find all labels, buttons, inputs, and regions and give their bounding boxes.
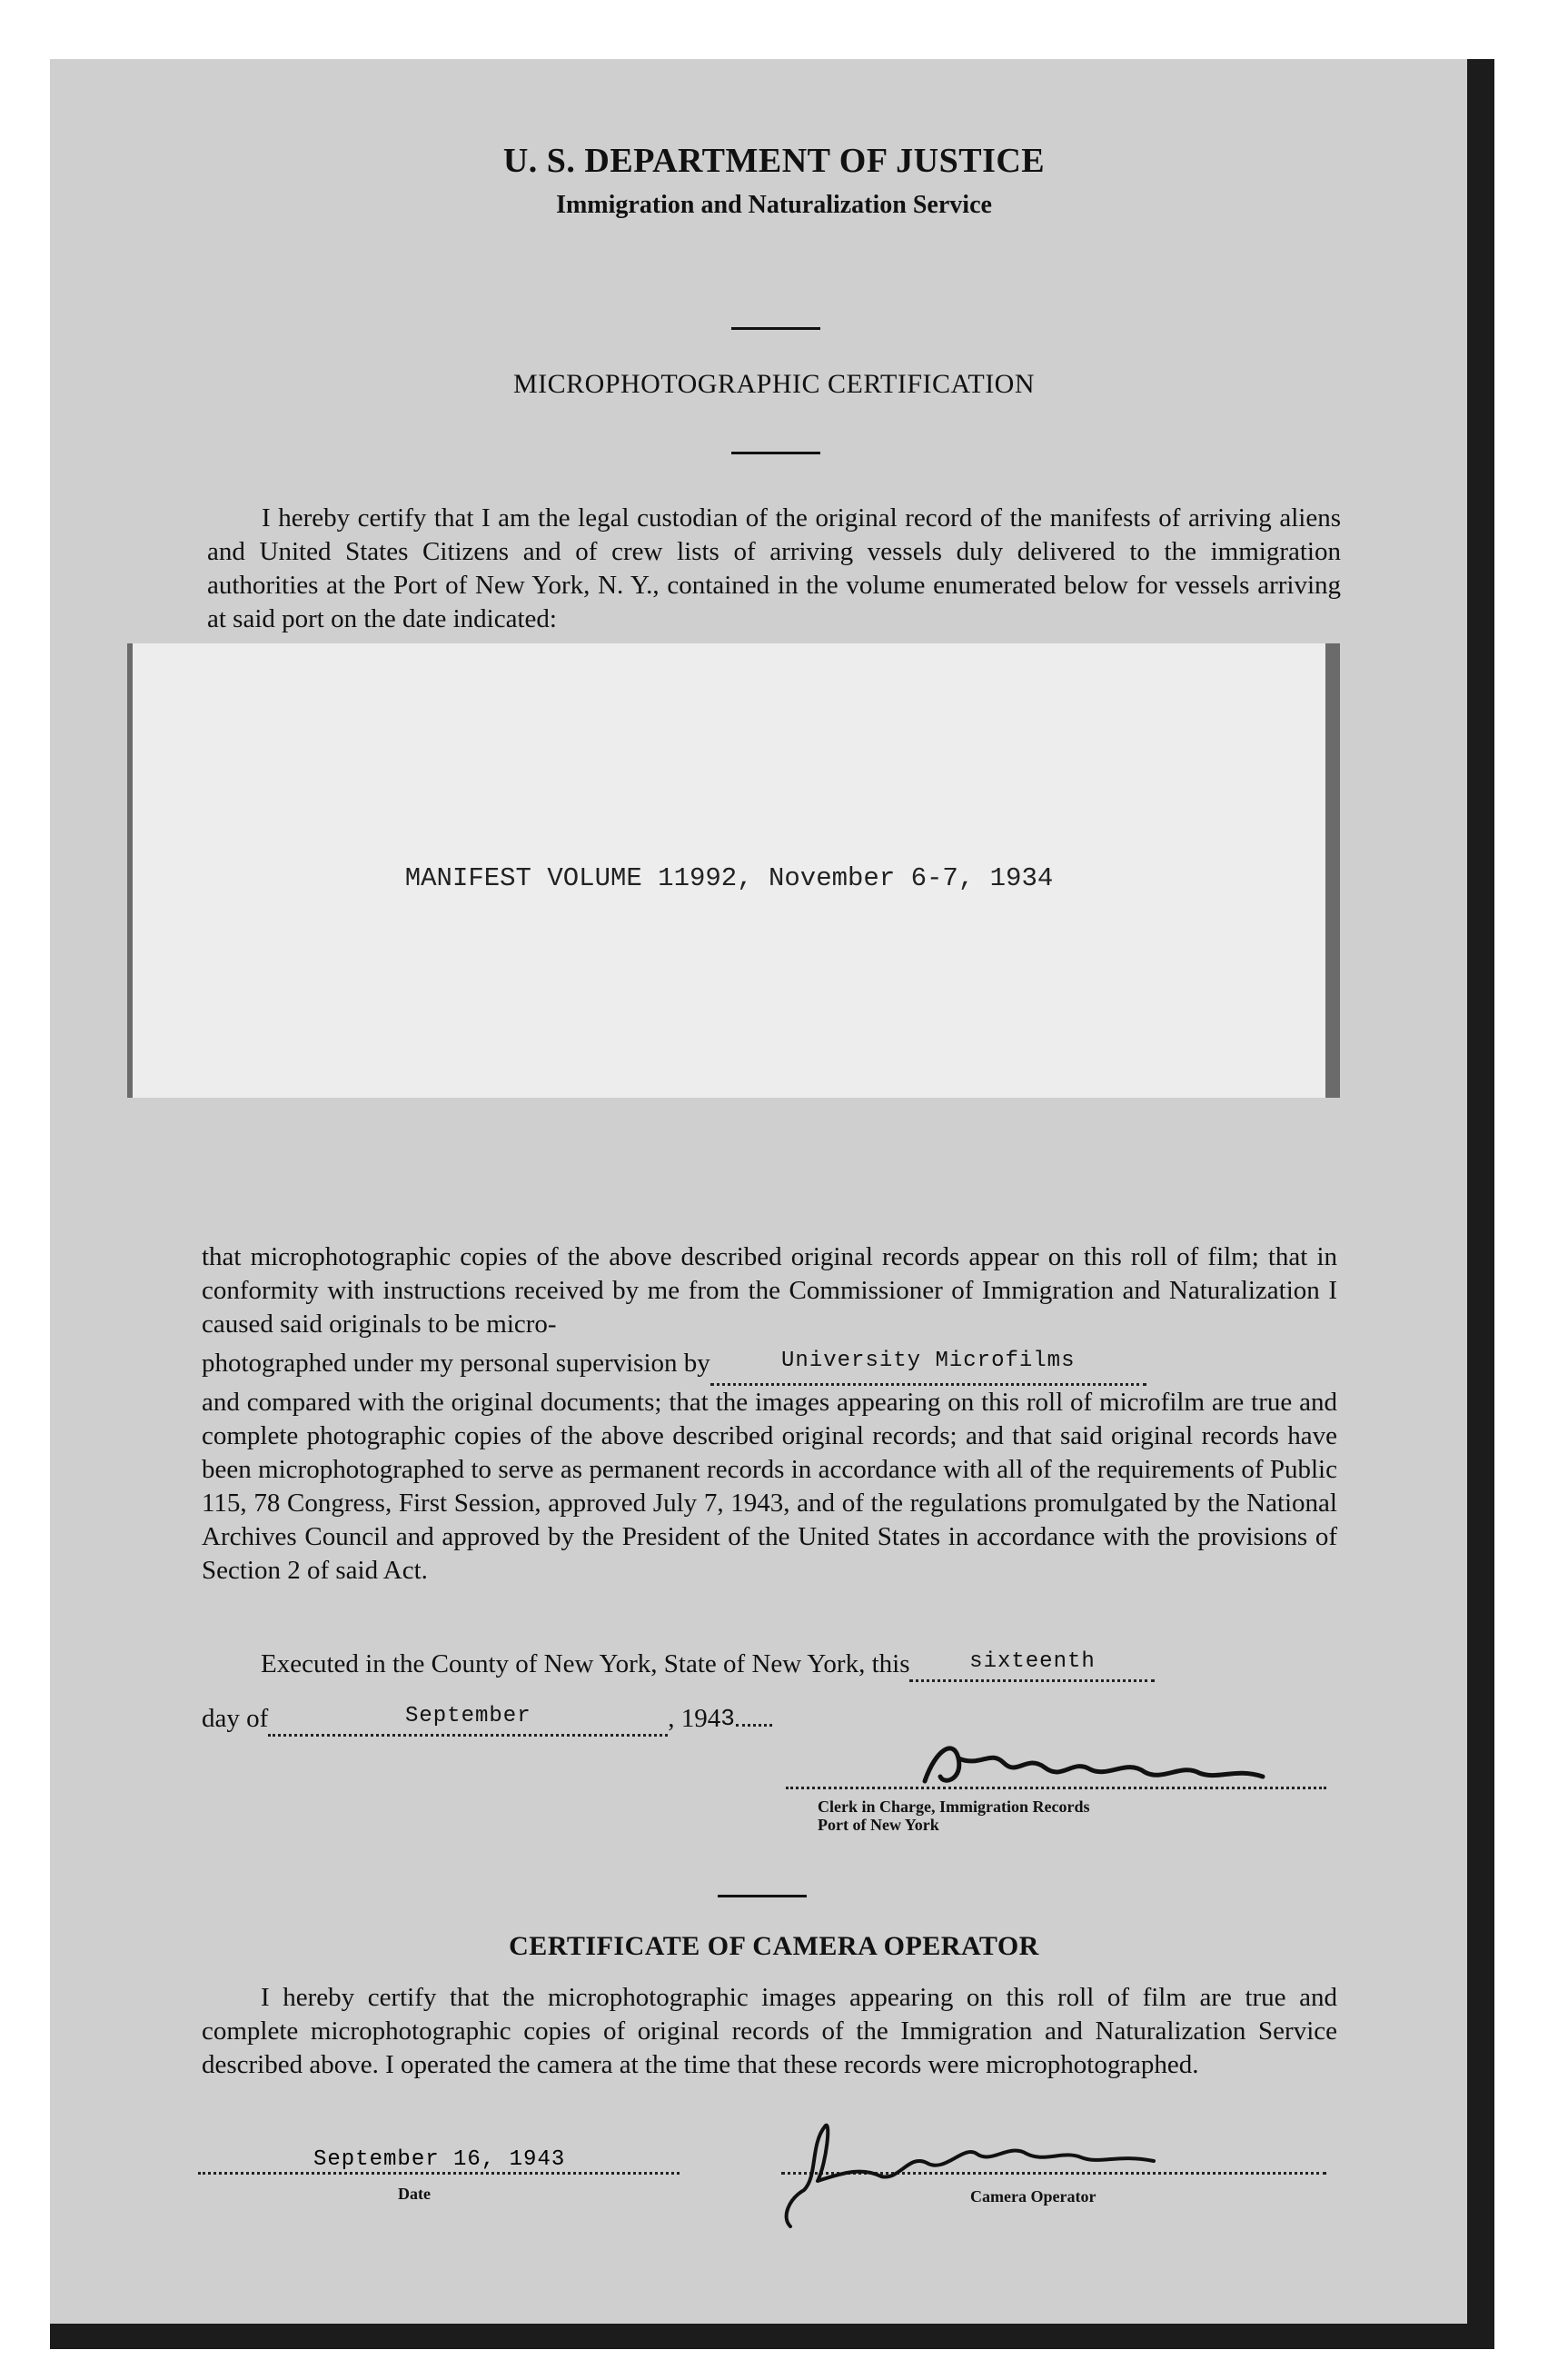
supervision-prefix: photographed under my personal supervision by [202, 1349, 710, 1378]
clerk-title-line1: Clerk in Charge, Immigration Records [818, 1797, 1090, 1816]
date-signature-line [198, 2172, 680, 2175]
camera-paragraph [202, 1981, 1337, 2082]
clerk-title-line2: Port of New York [818, 1816, 939, 1834]
intro-paragraph [207, 502, 1341, 636]
volume-slip [127, 643, 1340, 1098]
month-field [268, 1704, 668, 1737]
intro-text: I hereby certify that I am the legal custodian of the original record of the manifests of arriving aliens and United States Citizens and of crew lists of arriving vessels duly delivered to the immigration authorities at the Port of New York, N. Y., contained in the volume enumerated below for vessels arriving at said port on the date indicated: [207, 503, 1341, 633]
operator-signature [754, 2090, 1181, 2245]
executed-prefix: Executed in the County of New York, State of New York, this [261, 1649, 910, 1678]
day-of-label: day of [202, 1704, 269, 1733]
year-digit: 3 [720, 1705, 736, 1732]
date-line [202, 1704, 772, 1737]
service-subheading: Immigration and Naturalization Service [556, 191, 992, 219]
body-paragraph [202, 1240, 1337, 1588]
camera-operator-label: Camera Operator [970, 2187, 1096, 2206]
month-value: September [404, 1704, 531, 1728]
camera-certificate-title: CERTIFICATE OF CAMERA OPERATOR [509, 1931, 1039, 1961]
year-prefix: , 194 [668, 1704, 721, 1733]
date-label: Date [398, 2185, 431, 2203]
certification-title: MICROPHOTOGRAPHIC CERTIFICATION [512, 369, 1036, 399]
day-value: sixteenth [969, 1649, 1096, 1674]
camera-date-value: September 16, 1943 [313, 2147, 566, 2172]
divider-rule [718, 1895, 807, 1897]
clerk-title [818, 1797, 1089, 1834]
year-trailing-dots [736, 1724, 772, 1727]
body-rest: and compared with the original documents; that the images appearing on this roll of microfilm are true and complete photographic copies of the above described original records; and that said original records have been microphotographed to serve as permanent records in accordance with all of the requirements of Public 115, 78 Congress, First Session, approved July 7, 1943, and of the regulations promulgated by the National Archives Council and approved by the President of the United States in accordance with the provisions of Section 2 of said Act. [202, 1388, 1337, 1585]
supervision-line [202, 1347, 1337, 1386]
body-line1: that microphotographic copies of the above described original records appear on this roll of film; that in conformity with instructions received by me from the Commissioner of Immigration and Naturalization I caused said originals to be micro- [202, 1242, 1337, 1339]
supervisor-field [710, 1347, 1146, 1386]
department-heading: U. S. DEPARTMENT OF JUSTICE [502, 142, 1046, 180]
camera-text: I hereby certify that the microphotographic images appearing on this roll of film are true and complete microphotographic copies of original records of the Immigration and Naturalization Service described above. I operated the camera at the time that these records were microphotographed. [202, 1983, 1337, 2079]
executed-line [261, 1649, 1155, 1682]
divider-rule [731, 327, 820, 330]
manifest-volume-text: MANIFEST VOLUME 11992, November 6-7, 1934 [404, 863, 1054, 893]
divider-rule [731, 452, 820, 454]
day-field [909, 1649, 1155, 1682]
clerk-signature [918, 1731, 1299, 1795]
supervisor-value: University Microfilms [781, 1349, 1076, 1373]
